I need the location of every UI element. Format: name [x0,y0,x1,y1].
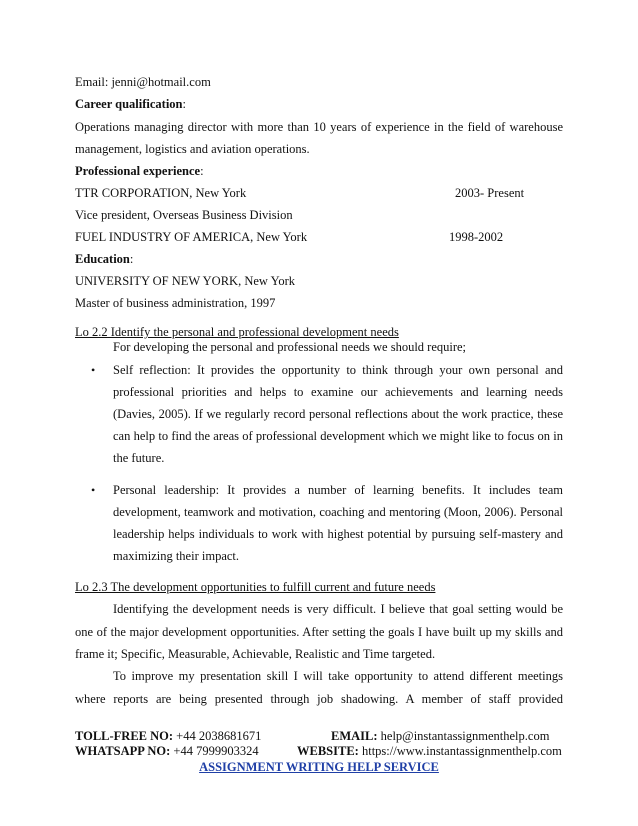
career-text-line-2: management, logistics and aviation operations. [75,142,310,156]
bullet1-line-2: professional priorities and helps to examine our achievements and learning needs [113,385,563,399]
lo22-heading: Lo 2.2 Identify the personal and professional development needs [75,325,399,339]
education-degree: Master of business administration, 1997 [75,296,276,310]
career-heading: Career qualification [75,97,183,111]
para2-line-2: where reports are being presented through job shadowing. A member of staff provided [75,692,563,706]
professional-heading: Professional experience [75,164,201,178]
para1-line-3: frame it; Specific, Measurable, Achievable, Realistic and Time targeted. [75,647,436,661]
job2-company: FUEL INDUSTRY OF AMERICA, New York [75,230,308,244]
bullet2-line-2: development, teamwork and motivation, coaching and mentoring (Moon, 2006). Personal [113,505,563,519]
job2-years: 1998-2002 [449,230,504,244]
footer-website: WEBSITE: https://www.instantassignmenthelp.com [297,744,562,758]
bullet-marker: • [91,483,96,497]
bullet2-line-1: Personal leadership: It provides a number of learning benefits. It includes team [113,483,563,497]
bullet1-line-5: the future. [113,451,165,465]
lo22-intro: For developing the personal and professional needs we should require; [113,340,467,354]
footer-email-link[interactable]: help@instantassignmenthelp.com [380,729,550,743]
bullet1-line-3: (Davies, 2005). If we regularly record personal reflections about the work practice, these [113,407,563,421]
assignment-service-link[interactable]: ASSIGNMENT WRITING HELP SERVICE [199,760,439,774]
para2-line-1: To improve my presentation skill I will take opportunity to attend different meetings [113,669,563,683]
footer-website-link[interactable]: https://www.instantassignmenthelp.com [361,744,562,758]
bullet1-line-1: Self reflection: It provides the opportunity to think through your own personal and [113,363,563,377]
bullet-marker: • [91,363,96,377]
job1-years: 2003- Present [455,186,525,200]
education-heading-line: Education: [75,252,134,266]
bullet2-line-3: leadership helps individuals to work with highest potential by pursuing self-mastery and [113,527,563,541]
lo23-heading: Lo 2.3 The development opportunities to fulfill current and future needs [75,580,436,594]
education-school: UNIVERSITY OF NEW YORK, New York [75,274,296,288]
footer-tollfree: TOLL-FREE NO: +44 2038681671 [75,729,262,743]
career-text-line-1: Operations managing director with more than 10 years of experience in the field of warehouse [75,120,563,134]
bullet2-line-4: maximizing their impact. [113,549,240,563]
job1-title: Vice president, Overseas Business Division [75,208,293,222]
professional-heading-line: Professional experience: [75,164,204,178]
bullet1-line-4: can help to find the areas of professional development which we might like to focus on in [113,429,563,443]
job1-company: TTR CORPORATION, New York [75,186,247,200]
education-heading: Education [75,252,130,266]
footer-email: EMAIL: help@instantassignmenthelp.com [331,729,550,743]
email-line: Email: jenni@hotmail.com [75,75,211,89]
para1-line-1: Identifying the development needs is very difficult. I believe that goal setting would be [113,602,563,616]
para1-line-2: one of the major development opportunities. After setting the goals I have built up my skills and [75,625,563,639]
footer-whatsapp: WHATSAPP NO: +44 7999903324 [75,744,259,758]
career-heading-line: Career qualification: [75,97,186,111]
